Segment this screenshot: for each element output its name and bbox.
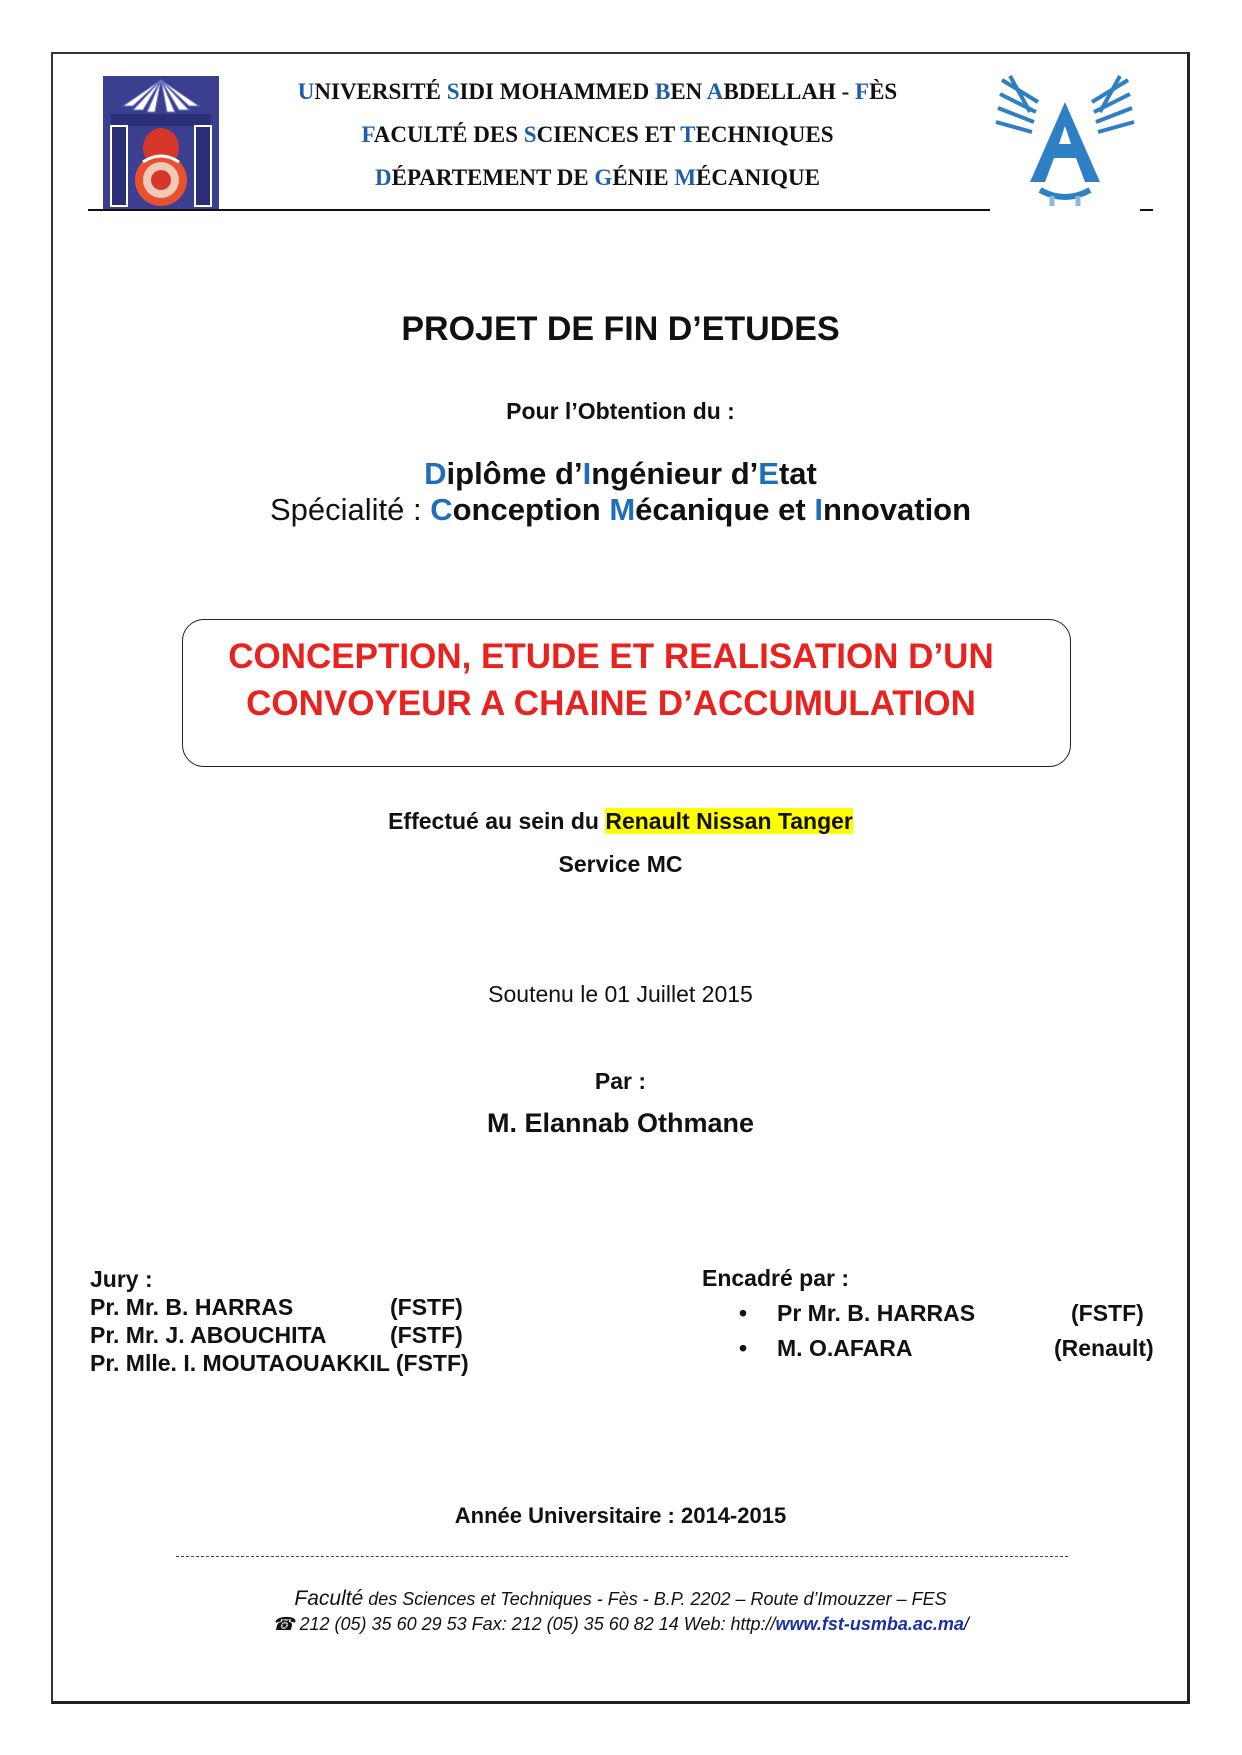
supervisor-name: Pr Mr. B. HARRAS (777, 1300, 976, 1326)
phone-icon: ☎ (272, 1614, 295, 1634)
word-rest: iplôme d’ (446, 456, 583, 491)
word-rest: NIVERSITÉ (314, 79, 447, 104)
project-title-line1: CONCEPTION, ETUDE ET REALISATION D’UN (228, 637, 994, 676)
initial-letter: G (594, 165, 613, 190)
bullet-icon: • (739, 1300, 748, 1326)
host-company (51, 808, 1190, 835)
jury-member-org: (FSTF) (390, 1322, 463, 1348)
initial-letter: U (297, 79, 315, 104)
word-rest: ACULTÉ DES (373, 122, 524, 147)
word-rest: BDELLAH - (723, 79, 856, 104)
initial-letter: E (758, 456, 779, 491)
jury-member (90, 1293, 469, 1321)
website-link[interactable]: www.fst-usmba.ac.ma (775, 1614, 964, 1634)
academic-year: Année Universitaire : 2014-2015 (454, 1503, 787, 1528)
footer-address-text: des Sciences et Techniques - Fès - B.P. 2202 – Route d’Imouzzer – FES (363, 1589, 947, 1609)
host-company-prefix: Effectué au sein du (388, 808, 606, 834)
jury-member-org: (FSTF) (390, 1294, 463, 1320)
defense-date: Soutenu le 01 Juillet 2015 (488, 981, 753, 1007)
supervisor-org: (Renault) (1054, 1335, 1154, 1361)
initial-letter: M (674, 165, 697, 190)
initial-letter: S (446, 79, 460, 104)
initial-letter: C (430, 492, 453, 527)
project-title (182, 633, 1040, 727)
page-frame (51, 52, 1190, 1704)
word-rest: ÉCANIQUE (696, 165, 820, 190)
header-rule-tail (1140, 209, 1153, 211)
word-rest: EN (670, 79, 707, 104)
jury-heading: Jury : (90, 1266, 153, 1292)
specialty (51, 492, 1190, 528)
footer-address (51, 1587, 1190, 1611)
initial-letter: D (374, 165, 392, 190)
word-rest: ÉNIE (612, 165, 675, 190)
specialty-label: Spécialité : (269, 492, 431, 527)
service-name: Service MC (558, 851, 683, 877)
footer-faculte: Faculté (294, 1587, 364, 1610)
word-rest: ECHNIQUES (695, 122, 834, 147)
faculty-name (225, 113, 970, 156)
word-rest: CIENCES ET (536, 122, 681, 147)
initial-letter: B (654, 79, 671, 104)
bullet-icon: • (739, 1335, 748, 1361)
faculty-logo (990, 72, 1140, 212)
word-rest: ngénieur d’ (591, 456, 759, 491)
institution-header (225, 70, 970, 199)
word-rest: ÉPARTEMENT DE (391, 165, 595, 190)
company-name: Renault Nissan Tanger (605, 808, 853, 834)
jury-member-name: Pr. Mr. J. ABOUCHITA (90, 1322, 327, 1348)
document-title: PROJET DE FIN D’ETUDES (401, 310, 840, 348)
initial-letter: I (814, 492, 823, 527)
supervisor-item (702, 1300, 1144, 1335)
jury-member (90, 1349, 469, 1377)
supervisor-name: M. O.AFARA (777, 1335, 913, 1361)
word-rest: nnovation (822, 492, 972, 527)
footer-slash: / (963, 1614, 969, 1634)
word-rest: IDI MOHAMMED (459, 79, 655, 104)
initial-letter: S (523, 122, 537, 147)
word-rest: ÈS (869, 79, 898, 104)
project-title-line2: CONVOYEUR A CHAINE D’ACCUMULATION (246, 684, 976, 723)
initial-letter: F (361, 122, 374, 147)
initial-letter: D (424, 456, 447, 491)
by-label: Par : (594, 1068, 647, 1094)
initial-letter: F (855, 79, 870, 104)
jury-member-name: Pr. Mr. B. HARRAS (90, 1294, 294, 1320)
jury-member-org: (FSTF) (395, 1350, 469, 1376)
initial-letter: A (706, 79, 724, 104)
footer-divider (176, 1556, 1068, 1557)
word-rest: écanique et (635, 492, 815, 527)
footer-contact (51, 1614, 1190, 1635)
diploma-name (51, 456, 1190, 492)
department-name (225, 156, 970, 199)
jury-member (90, 1321, 469, 1349)
word-rest: tat (778, 456, 817, 491)
supervisors-section (702, 1265, 1154, 1370)
specialty-value (430, 492, 971, 527)
jury-member-name: Pr. Mlle. I. MOUTAOUAKKIL (90, 1350, 390, 1376)
initial-letter: M (609, 492, 636, 527)
university-logo (103, 76, 219, 210)
initial-letter: T (680, 122, 696, 147)
footer-contact-text: 212 (05) 35 60 29 53 Fax: 212 (05) 35 60 82 14 Web: http:// (294, 1614, 776, 1634)
header-rule-gap (990, 206, 1140, 213)
jury-section (90, 1265, 469, 1377)
supervisors-heading: Encadré par : (702, 1265, 849, 1291)
supervisor-org: (FSTF) (1071, 1300, 1144, 1326)
supervisor-item (702, 1335, 1154, 1370)
university-name (225, 70, 970, 113)
word-rest: onception (452, 492, 610, 527)
obtention-label: Pour l’Obtention du : (506, 398, 735, 424)
author-name: M. Elannab Othmane (486, 1108, 755, 1138)
initial-letter: I (582, 456, 592, 491)
